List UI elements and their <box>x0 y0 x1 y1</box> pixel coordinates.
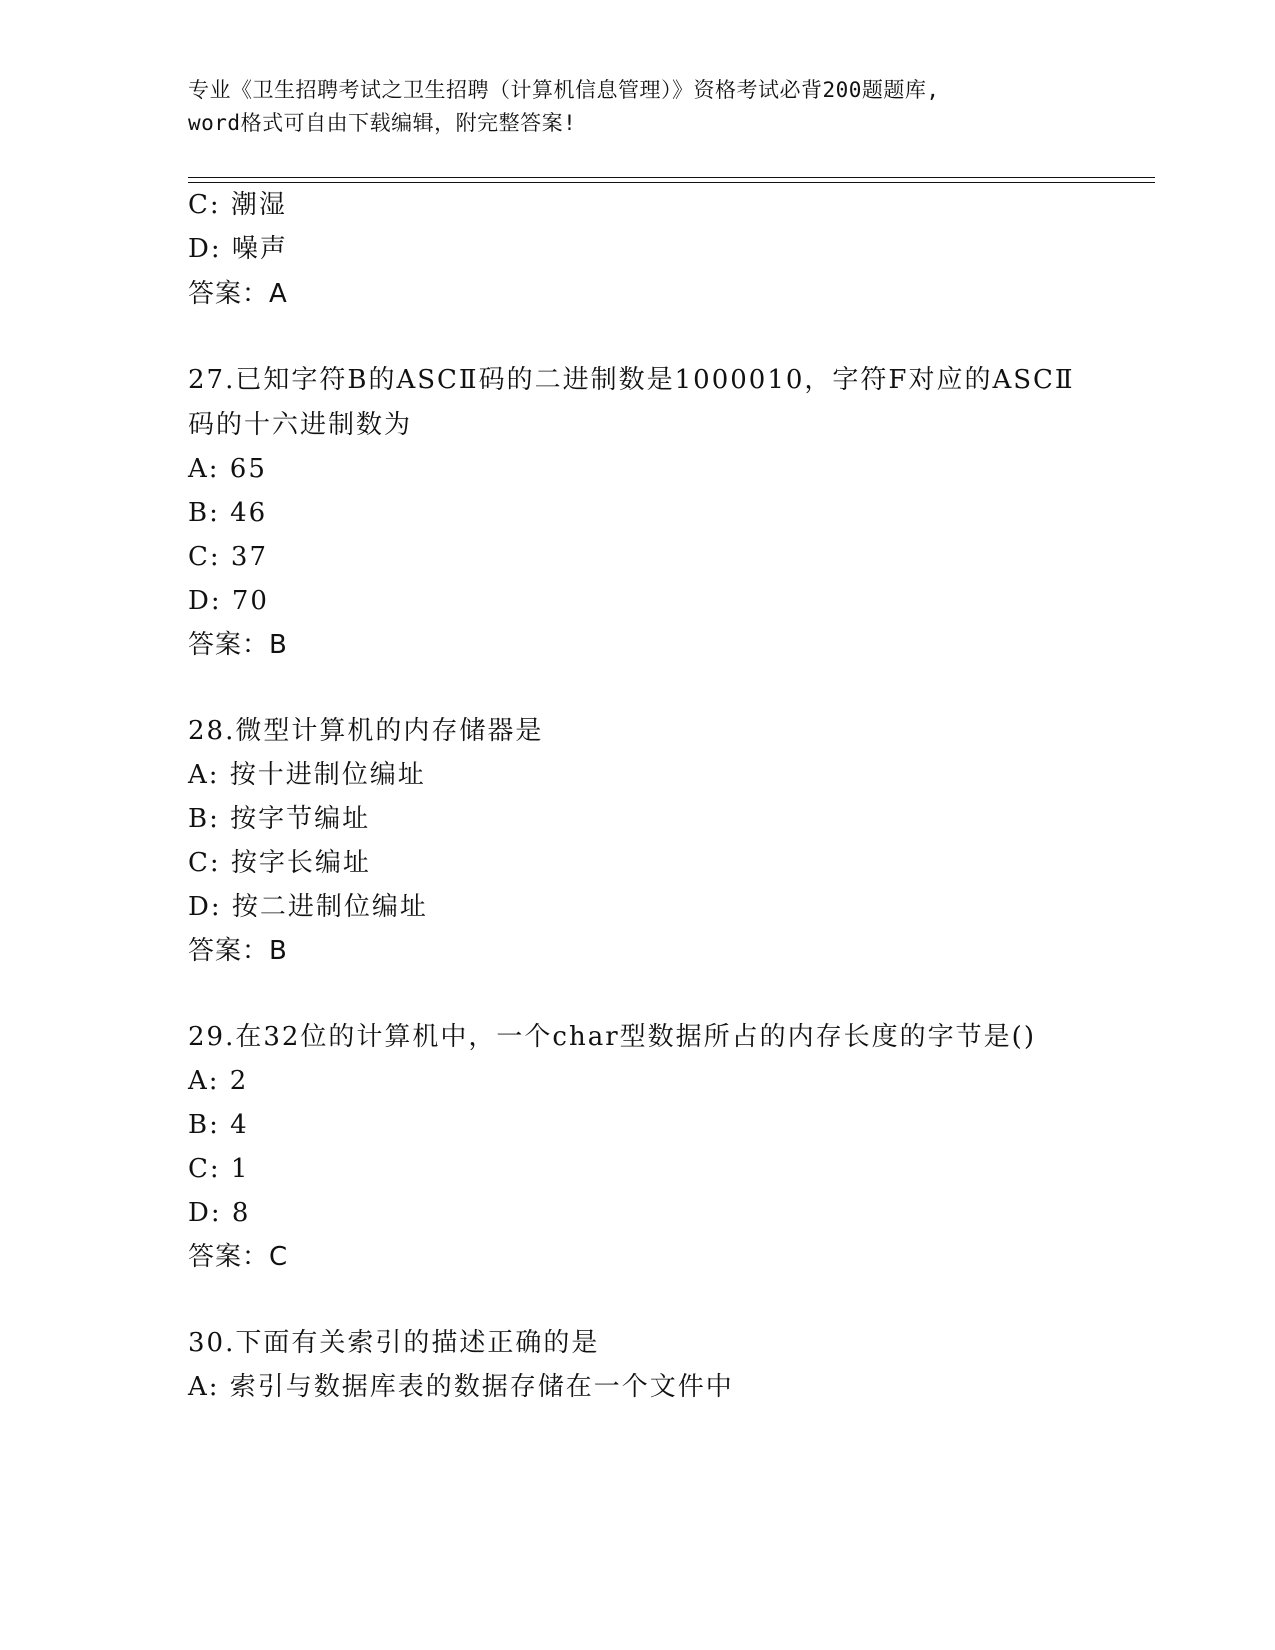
q30-option-a: A: 索引与数据库表的数据存储在一个文件中 <box>188 1372 734 1402</box>
q30-stem: 30.下面有关索引的描述正确的是 <box>188 1328 600 1358</box>
q29-answer: 答案：C <box>188 1242 289 1272</box>
q26-option-d: D: 噪声 <box>188 234 288 264</box>
header-divider-bottom <box>188 182 1155 183</box>
q28-option-b: B: 按字节编址 <box>188 804 371 834</box>
q29-stem: 29.在32位的计算机中，一个char型数据所占的内存长度的字节是() <box>188 1022 1036 1052</box>
q27-answer: 答案：B <box>188 630 288 660</box>
q27-stem-line-2: 码的十六进制数为 <box>188 410 413 440</box>
q28-option-a: A: 按十进制位编址 <box>188 760 426 790</box>
q29-option-a: A: 2 <box>188 1066 249 1096</box>
q28-option-c: C: 按字长编址 <box>188 848 371 878</box>
q29-option-d: D: 8 <box>188 1198 251 1228</box>
q27-option-d: D: 70 <box>188 586 269 616</box>
q27-option-a: A: 65 <box>188 454 267 484</box>
q27-option-b: B: 46 <box>188 498 268 528</box>
q27-stem-line-1: 27.已知字符B的ASCⅡ码的二进制数是1000010，字符F对应的ASCⅡ <box>188 365 1075 395</box>
document-header <box>188 74 1088 140</box>
q26-answer: 答案：A <box>188 279 288 309</box>
q26-option-c: C: 潮湿 <box>188 190 287 220</box>
header-divider-top <box>188 177 1155 178</box>
q27-option-c: C: 37 <box>188 542 269 572</box>
header-line-2: word格式可自由下载编辑，附完整答案! <box>188 111 577 135</box>
header-line-1: 专业《卫生招聘考试之卫生招聘（计算机信息管理）》资格考试必背200题题库, <box>188 78 940 102</box>
q28-option-d: D: 按二进制位编址 <box>188 892 428 922</box>
q29-option-c: C: 1 <box>188 1154 250 1184</box>
q29-option-b: B: 4 <box>188 1110 249 1140</box>
q28-stem: 28.微型计算机的内存储器是 <box>188 716 544 746</box>
q28-answer: 答案：B <box>188 936 288 966</box>
